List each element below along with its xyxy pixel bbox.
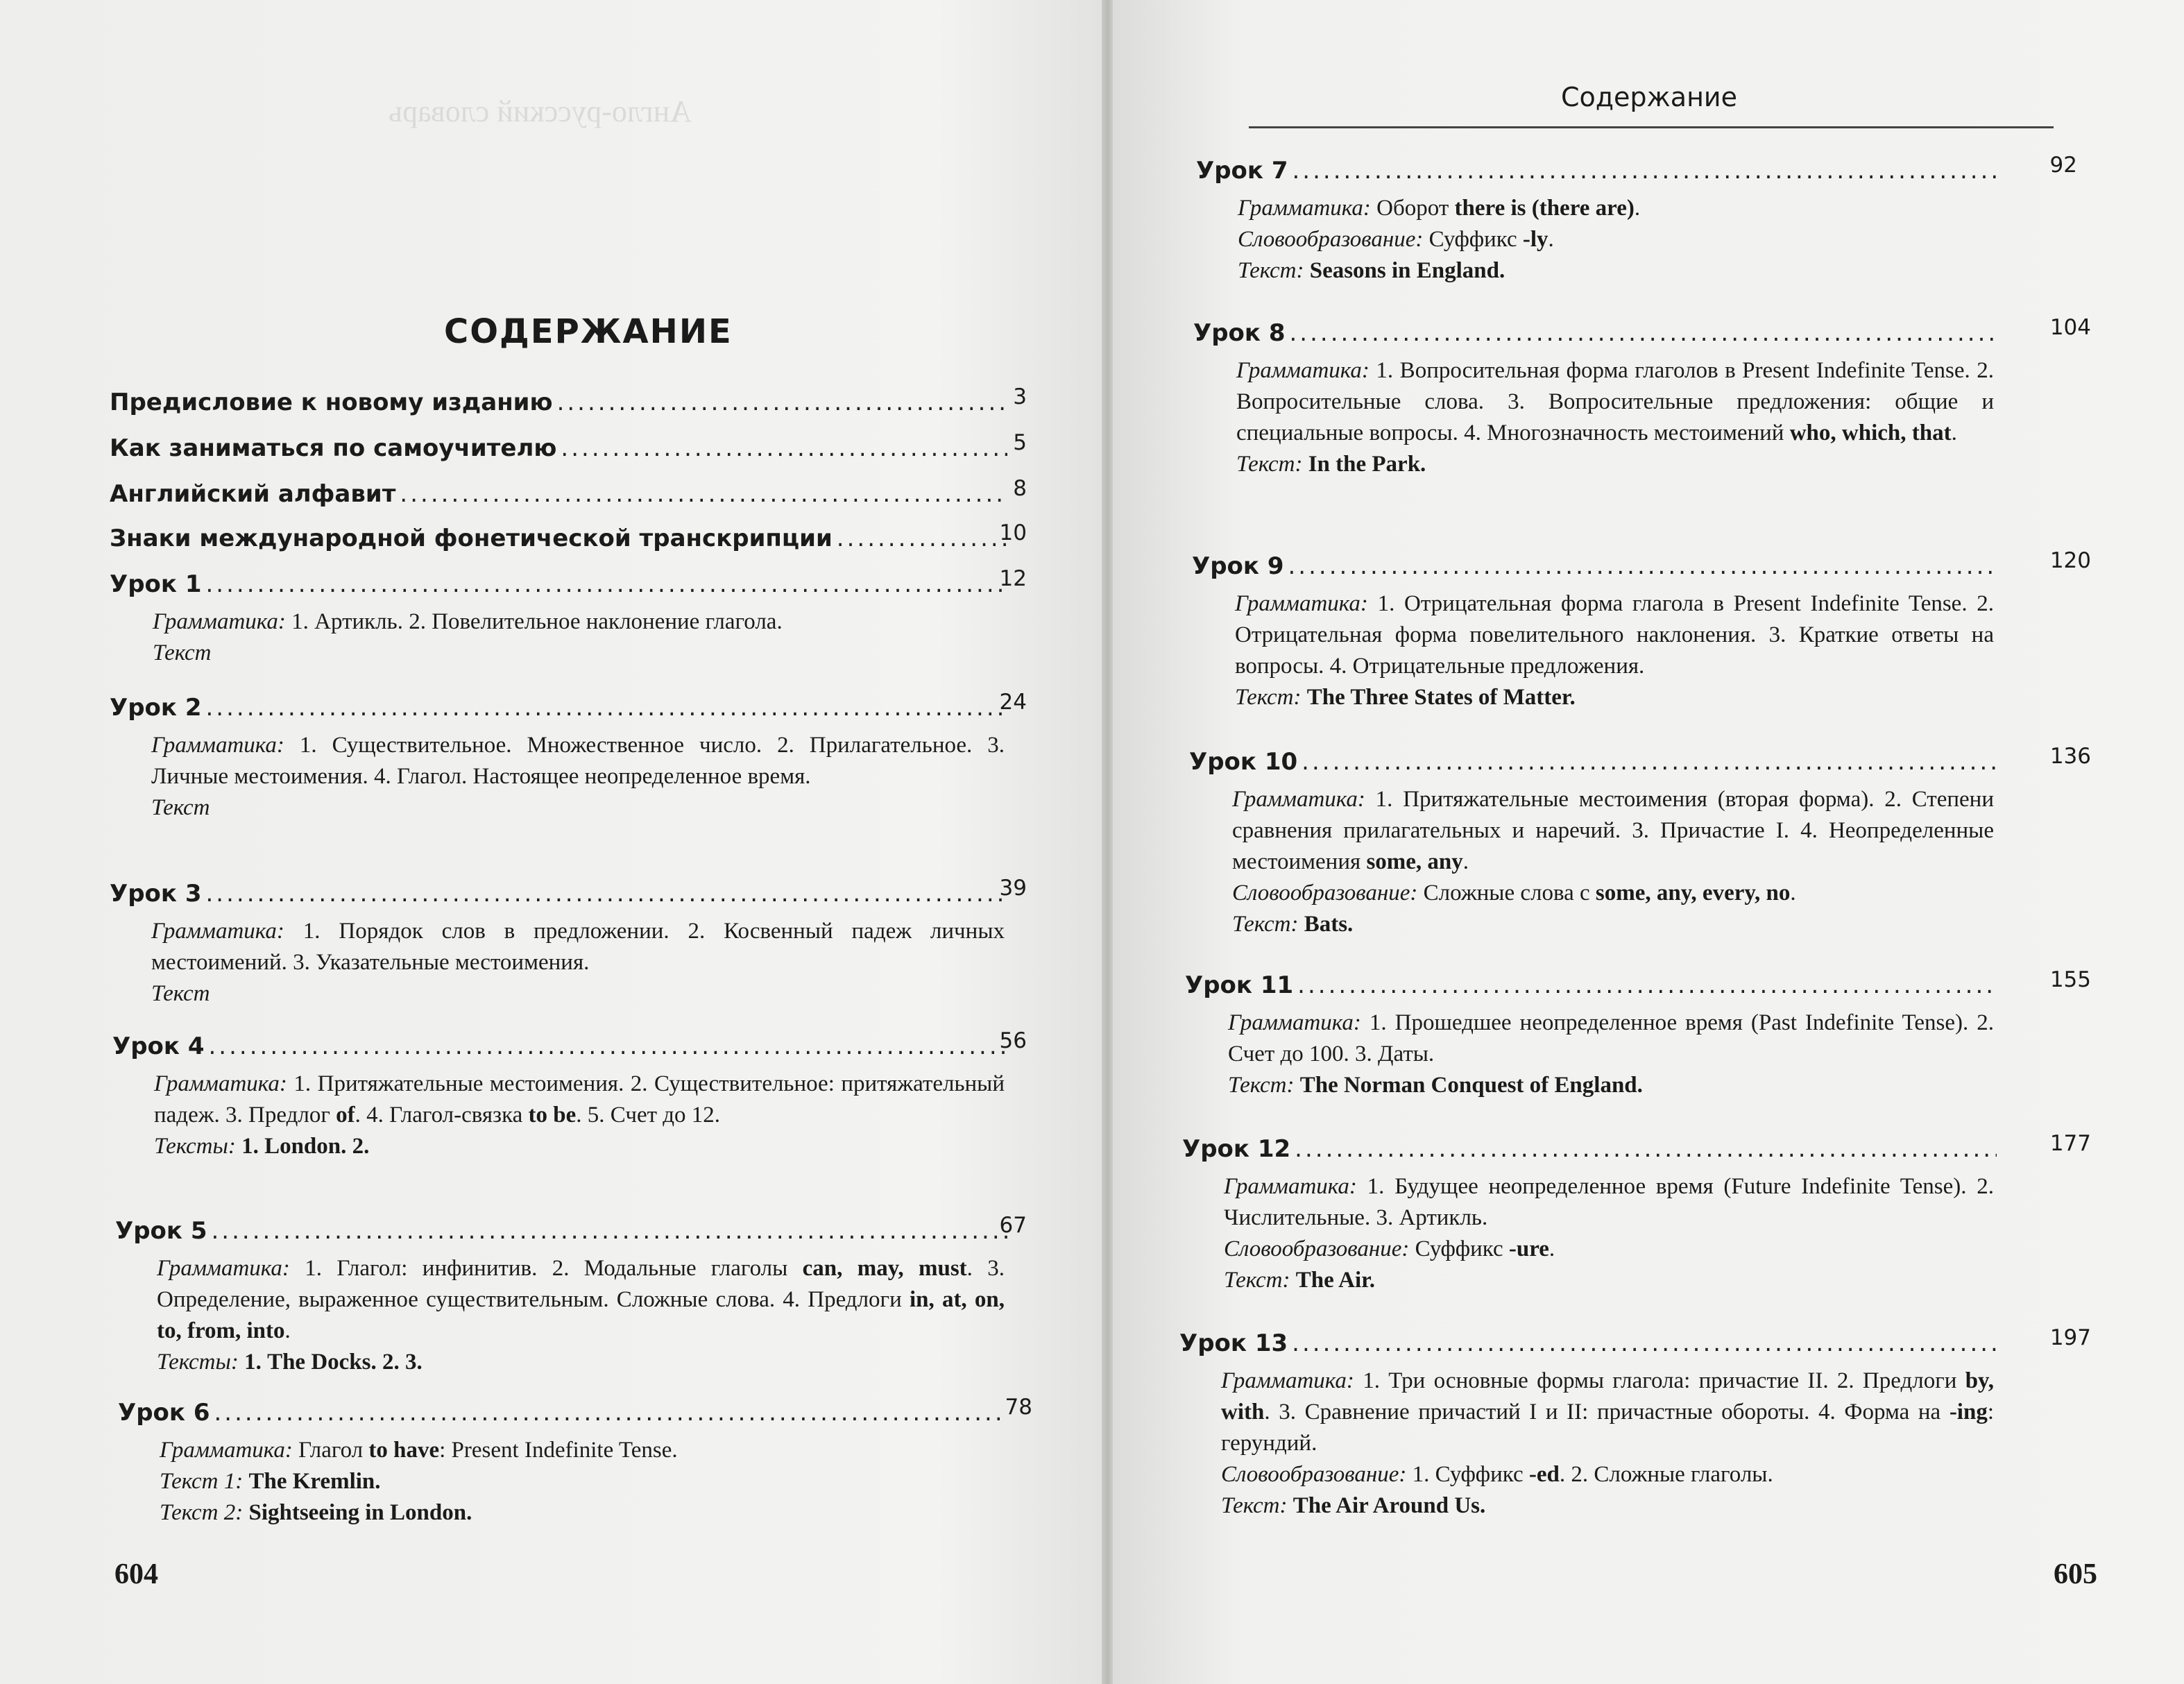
toc-detail-line: [1224, 1234, 1994, 1265]
detail-text: 1. Порядок слов в предложении. 2. Косвенный падеж личных местоимений. 3. Указательные местоимения.: [151, 919, 1005, 975]
detail-bold-term: In the Park.: [1302, 452, 1426, 477]
toc-entry-label: Предисловие к новому изданию: [110, 389, 553, 416]
detail-heading: Текст:: [1236, 452, 1303, 477]
toc-page-number: 155: [2049, 967, 2091, 992]
detail-text: . 5. Счет до 12.: [576, 1103, 721, 1128]
toc-entry-line: [110, 480, 1012, 508]
detail-heading: Текст:: [1232, 912, 1299, 937]
toc-entry-line: [1182, 1135, 2001, 1163]
detail-heading: Тексты:: [154, 1134, 236, 1159]
toc-entry-details: [153, 606, 1005, 669]
left-toc-entry: [110, 690, 1027, 824]
toc-detail-line: [1238, 224, 1994, 255]
detail-heading: Грамматика:: [1228, 1010, 1361, 1035]
toc-detail-line: [160, 1466, 1005, 1497]
detail-heading: Текст: [153, 640, 212, 665]
toc-entry-line: [1179, 1329, 2001, 1357]
detail-text: 1. Артикль. 2. Повелительное наклонение глагола.: [285, 609, 783, 634]
toc-detail-line: [1228, 1007, 1994, 1070]
toc-entry-details: [154, 1069, 1005, 1162]
toc-entry-label: Урок 5: [115, 1217, 207, 1245]
detail-text: .: [1549, 1236, 1555, 1261]
detail-bold-term: The Kremlin.: [243, 1469, 381, 1494]
toc-entry-line: [1185, 971, 2001, 999]
detail-heading: Словообразование:: [1221, 1462, 1407, 1487]
detail-text: Суффикс: [1409, 1236, 1509, 1261]
toc-page-number: 104: [2049, 315, 2091, 340]
detail-text: 1. Суффикс: [1406, 1462, 1529, 1487]
toc-entry-line: [112, 1032, 1012, 1060]
toc-entry-details: [151, 730, 1005, 824]
detail-heading: Грамматика:: [151, 733, 284, 758]
detail-bold-term: -ure: [1508, 1236, 1549, 1261]
toc-page-number: 136: [2049, 744, 2091, 769]
detail-text: .: [284, 1318, 291, 1343]
leader-dots: [205, 570, 1007, 598]
detail-heading: Текст:: [1238, 258, 1304, 283]
toc-page-number: 78: [1005, 1395, 1032, 1420]
right-page: [1113, 0, 2184, 1684]
right-toc-entry: [1179, 1325, 2091, 1522]
detail-bold-term: Seasons in England.: [1304, 258, 1505, 283]
toc-entry-line: [110, 389, 1012, 416]
detail-bold-term: -ed: [1528, 1462, 1560, 1487]
toc-entry-line: [110, 880, 1012, 908]
toc-entry-line: [110, 525, 1012, 552]
toc-detail-line: [1232, 878, 1994, 909]
detail-heading: Грамматика:: [157, 1256, 290, 1281]
toc-detail-line: [1238, 193, 1994, 224]
toc-entry-line: [110, 570, 1012, 598]
toc-detail-line: [1221, 1366, 1994, 1459]
toc-page-number: 56: [999, 1028, 1027, 1053]
toc-entry-details: [157, 1253, 1005, 1378]
toc-page-number: 8: [1013, 476, 1027, 501]
toc-detail-line: [1228, 1070, 1994, 1101]
toc-detail-line: [1221, 1490, 1994, 1522]
toc-entry-label: Урок 13: [1179, 1329, 1288, 1357]
toc-entry-details: [1221, 1366, 1994, 1522]
left-toc-entry: [110, 566, 1027, 669]
toc-entry-label: Урок 2: [110, 694, 202, 722]
detail-heading: Текст:: [1228, 1073, 1295, 1098]
leader-dots: [1295, 1135, 1997, 1163]
toc-detail-line: [151, 916, 1005, 978]
toc-detail-line: [160, 1435, 1005, 1466]
running-head: Содержание: [1561, 82, 1737, 112]
detail-bold-term: The Air.: [1290, 1268, 1376, 1293]
detail-bold-term: to have: [368, 1438, 440, 1463]
detail-text: . 4. Глагол-связка: [355, 1103, 529, 1128]
detail-text: . 3. Сравнение причастий I и II: причастные обороты. 4. Форма на: [1264, 1400, 1950, 1424]
toc-entry-label: Английский алфавит: [110, 480, 396, 508]
detail-heading: Текст 2:: [160, 1500, 244, 1525]
right-toc-entry: [1193, 315, 2091, 480]
toc-page-number: 120: [2049, 548, 2091, 573]
toc-page-number: 24: [999, 690, 1027, 715]
toc-page-number: 39: [999, 876, 1027, 901]
toc-entry-line: [1196, 157, 2001, 185]
leader-dots: [1292, 157, 1997, 185]
page-number-left: 604: [114, 1558, 158, 1590]
detail-text: : Present Indefinite Tense.: [439, 1438, 678, 1463]
detail-text: Оборот: [1370, 196, 1455, 221]
detail-heading: Словообразование:: [1224, 1236, 1410, 1261]
toc-page-number: 5: [1013, 430, 1027, 455]
detail-heading: Грамматика:: [1236, 358, 1370, 383]
detail-bold-term: to be: [528, 1103, 577, 1128]
detail-bold-term: Sightseeing in London.: [243, 1500, 472, 1525]
detail-heading: Грамматика:: [1221, 1368, 1354, 1393]
toc-entry-label: Урок 6: [118, 1399, 210, 1427]
leader-dots: [208, 1032, 1007, 1060]
toc-page-number: 197: [2049, 1325, 2091, 1350]
detail-bold-term: who, which, that: [1789, 420, 1952, 445]
detail-text: . 2. Сложные глаголы.: [1559, 1462, 1773, 1487]
toc-entry-label: Урок 8: [1193, 319, 1286, 347]
toc-detail-line: [160, 1497, 1005, 1529]
leader-dots: [1289, 319, 1997, 347]
page-number-right: 605: [2054, 1558, 2097, 1590]
toc-entry-label: Знаки международной фонетической транскрипции: [110, 525, 833, 552]
toc-detail-line: [1232, 784, 1994, 878]
detail-heading: Словообразование:: [1232, 881, 1418, 905]
detail-bold-term: can, may, must: [802, 1256, 967, 1281]
detail-heading: Текст:: [1224, 1268, 1290, 1293]
detail-text: .: [1951, 420, 1957, 445]
detail-bold-term: Bats.: [1298, 912, 1354, 937]
toc-detail-line: [154, 1131, 1005, 1162]
detail-text: 1. Притяжательные местоимения. 2. Существительное: притяжательный падеж. 3. Предлог: [154, 1071, 1005, 1128]
left-toc-entry: [110, 476, 1027, 508]
detail-text: 1. Существительное. Множественное число. 2. Прилагательное. 3. Личные местоимения. 4. Глагол. Настоящее неопределенное время.: [151, 733, 1005, 789]
toc-detail-line: [1221, 1459, 1994, 1490]
right-toc-entry: [1185, 967, 2091, 1101]
detail-heading: Грамматика:: [153, 609, 286, 634]
detail-bold-term: The Air Around Us.: [1287, 1493, 1486, 1518]
left-toc-entry: [115, 1213, 1027, 1378]
toc-entry-details: [1236, 355, 1994, 480]
toc-page-number: 12: [999, 566, 1027, 591]
right-toc-entry: [1182, 1131, 2091, 1296]
detail-text: 1. Глагол: инфинитив. 2. Модальные глаголы: [289, 1256, 803, 1281]
show-through-header: Англо-русский словарь: [389, 94, 692, 128]
detail-text: 1. Будущее неопределенное время (Future Indefinite Tense). 2. Числительные. 3. Артикль.: [1224, 1174, 1994, 1230]
detail-bold-term: of: [336, 1103, 355, 1128]
detail-bold-term: -ly: [1522, 227, 1549, 252]
detail-text: Глагол: [292, 1438, 369, 1463]
toc-page-number: 177: [2049, 1131, 2091, 1156]
toc-page-number: 92: [2049, 153, 2077, 178]
toc-entry-label: Урок 3: [110, 880, 202, 908]
detail-heading: Текст 1:: [160, 1469, 244, 1494]
detail-text: 1. Вопросительная форма глаголов в Present Indefinite Tense. 2. Вопросительные слова. 3. Вопросительные предложения: общие и специальные вопросы. 4. Многозначность местоимений: [1236, 358, 1994, 445]
toc-entry-line: [1192, 552, 2001, 580]
left-toc-entry: [110, 430, 1027, 462]
right-toc-entry: [1192, 548, 2091, 713]
toc-entry-details: [1232, 784, 1994, 940]
detail-bold-term: -ing: [1949, 1400, 1988, 1424]
detail-bold-term: The Three States of Matter.: [1301, 685, 1576, 710]
header-rule: [1249, 126, 2054, 128]
detail-text: .: [1790, 881, 1796, 905]
left-toc-entry: [110, 520, 1027, 552]
toc-entry-line: [1189, 748, 2001, 776]
toc-entry-details: [160, 1435, 1005, 1529]
toc-entry-label: Урок 1: [110, 570, 202, 598]
toc-detail-line: [1236, 355, 1994, 449]
detail-bold-term: in, at, on, to, from, into: [157, 1287, 1005, 1343]
detail-text: 1. Отрицательная форма глагола в Present Indefinite Tense. 2. Отрицательная форма повелительного наклонения. 3. Краткие ответы на вопросы. 4. Отрицательные предложения.: [1235, 591, 1994, 679]
detail-heading: Грамматика:: [1232, 787, 1365, 812]
toc-detail-line: [154, 1069, 1005, 1131]
right-toc-entry: [1189, 744, 2091, 940]
toc-detail-line: [1235, 588, 1994, 682]
right-toc-entry: [1196, 153, 2077, 287]
leader-dots: [211, 1217, 1007, 1245]
toc-detail-line: [153, 606, 1005, 638]
toc-title: СОДЕРЖАНИЕ: [444, 312, 733, 351]
toc-detail-line: [1235, 682, 1994, 713]
detail-text: .: [1548, 227, 1554, 252]
detail-text: : герундий.: [1221, 1400, 1994, 1456]
detail-text: Сложные слова с: [1417, 881, 1596, 905]
detail-bold-term: by, with: [1221, 1368, 1994, 1424]
toc-entry-label: Урок 10: [1189, 748, 1298, 776]
toc-detail-line: [1238, 255, 1994, 287]
detail-heading: Текст:: [1221, 1493, 1288, 1518]
toc-entry-line: [110, 434, 1012, 462]
detail-heading: Текст:: [1235, 685, 1302, 710]
detail-heading: Словообразование:: [1238, 227, 1424, 252]
toc-entry-details: [1238, 193, 1994, 287]
leader-dots: [561, 434, 1007, 462]
toc-page-number: 10: [999, 520, 1027, 545]
toc-entry-details: [1235, 588, 1994, 713]
toc-detail-line: [1224, 1265, 1994, 1296]
leader-dots: [1302, 748, 1997, 776]
leader-dots: [214, 1399, 1007, 1427]
toc-entry-line: [115, 1217, 1012, 1245]
detail-text: . 3. Определение, выраженное существительным. Сложные слова. 4. Предлоги: [157, 1256, 1005, 1312]
toc-entry-details: [1228, 1007, 1994, 1101]
detail-bold-term: The Norman Conquest of England.: [1294, 1073, 1643, 1098]
left-toc-entry: [112, 1028, 1027, 1162]
detail-heading: Грамматика:: [154, 1071, 287, 1096]
detail-text: 1. Прошедшее неопределенное время (Past Indefinite Tense). 2. Счет до 100. 3. Даты.: [1228, 1010, 1994, 1066]
detail-heading: Грамматика:: [1238, 196, 1371, 221]
leader-dots: [205, 880, 1007, 908]
toc-detail-line: [1224, 1171, 1994, 1234]
left-toc-entry: [110, 876, 1027, 1010]
leader-dots: [205, 694, 1007, 722]
toc-detail-line: [151, 978, 1005, 1010]
toc-detail-line: [157, 1253, 1005, 1347]
left-toc-entry: [118, 1395, 1032, 1529]
detail-text: 1. Три основные формы глагола: причастие II. 2. Предлоги: [1354, 1368, 1965, 1393]
detail-text: 1. Притяжательные местоимения (вторая форма). 2. Степени сравнения прилагательных и наречий. 3. Причастие I. 4. Неопределенные местоимения: [1232, 787, 1994, 874]
detail-heading: Грамматика:: [160, 1438, 293, 1463]
detail-bold-term: 1. London. 2.: [235, 1134, 370, 1159]
leader-dots: [1288, 552, 1997, 580]
toc-entry-details: [151, 916, 1005, 1010]
toc-detail-line: [157, 1347, 1005, 1378]
toc-entry-label: Как заниматься по самоучителю: [110, 434, 557, 462]
toc-entry-label: Урок 9: [1192, 552, 1284, 580]
toc-entry-label: Урок 12: [1182, 1135, 1291, 1163]
leader-dots: [400, 480, 1007, 508]
toc-entry-line: [118, 1399, 1012, 1427]
detail-heading: Текст: [151, 795, 210, 820]
detail-bold-term: some, any, every, no: [1595, 881, 1791, 905]
toc-page-number: 67: [999, 1213, 1027, 1238]
toc-detail-line: [151, 730, 1005, 792]
leader-dots: [557, 389, 1007, 416]
toc-detail-line: [151, 792, 1005, 824]
detail-heading: Грамматика:: [1224, 1174, 1357, 1199]
detail-text: Суффикс: [1423, 227, 1523, 252]
toc-entry-line: [110, 694, 1012, 722]
detail-heading: Грамматика:: [1235, 591, 1368, 616]
detail-heading: Тексты:: [157, 1350, 239, 1375]
detail-heading: Грамматика:: [151, 919, 284, 944]
leader-dots: [1297, 971, 1997, 999]
detail-bold-term: some, any: [1366, 849, 1463, 874]
detail-text: .: [1462, 849, 1469, 874]
detail-heading: Текст: [151, 981, 210, 1006]
toc-entry-label: Урок 4: [112, 1032, 205, 1060]
toc-detail-line: [153, 638, 1005, 669]
toc-entry-details: [1224, 1171, 1994, 1296]
toc-detail-line: [1232, 909, 1994, 940]
toc-detail-line: [1236, 449, 1994, 480]
left-toc-entry: [110, 384, 1027, 416]
toc-entry-label: Урок 7: [1196, 157, 1288, 185]
toc-page-number: 3: [1013, 384, 1027, 409]
detail-bold-term: there is (there are): [1454, 196, 1635, 221]
detail-bold-term: 1. The Docks. 2. 3.: [238, 1350, 423, 1375]
toc-entry-label: Урок 11: [1185, 971, 1294, 999]
detail-text: .: [1634, 196, 1641, 221]
toc-entry-line: [1193, 319, 2001, 347]
leader-dots: [1292, 1329, 1997, 1357]
